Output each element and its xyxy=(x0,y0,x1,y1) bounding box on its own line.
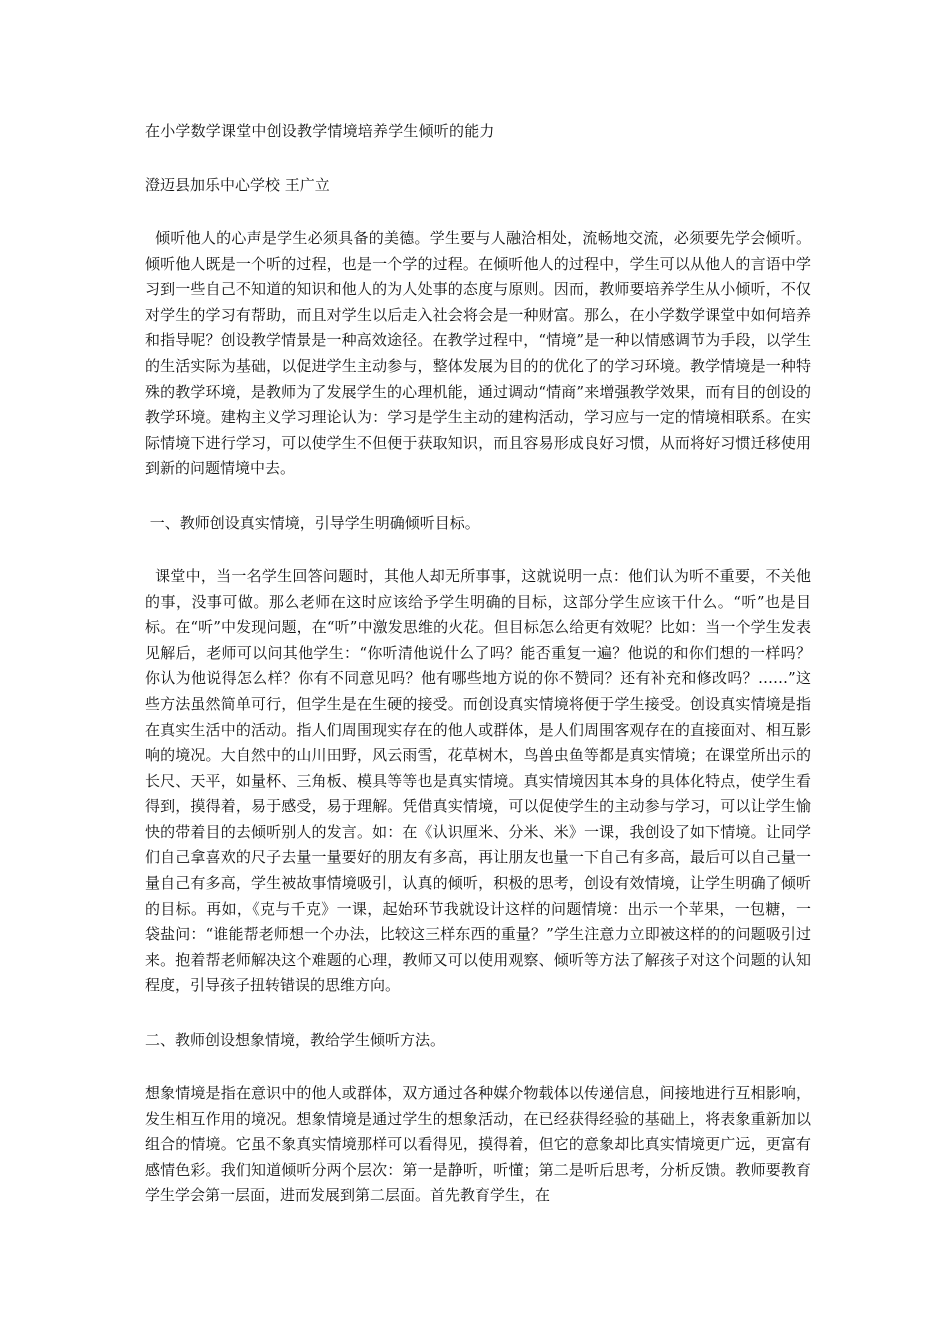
document-author: 澄迈县加乐中心学校 王广立 xyxy=(145,176,330,194)
section-1-heading: 一、教师创设真实情境，引导学生明确倾听目标。 xyxy=(145,513,480,532)
section-2-heading: 二、教师创设想象情境，教给学生倾听方法。 xyxy=(145,1031,446,1050)
section-2-paragraph: 想象情境是指在意识中的他人或群体，双方通过各种媒介物载体以传递信息，间接地进行互相影响，发生相互作用的境况。想象情境是通过学生的想象活动，在已经获得经验的基础上，将表象重新加以组合的情境。它虽不象真实情境那样可以看得见，摸得着，但它的意象却比真实情境更广远，更富有感情色彩。我们知道倾听分两个层次：第一是静听，听懂；第二是听后思考，分析反馈。教师要教育学生学会第一层面，进而发展到第二层面。首先教育学生，在 xyxy=(145,1084,811,1205)
intro-paragraph: 倾听他人的心声是学生必须具备的美德。学生要与人融洽相处，流畅地交流，必须要先学会倾听。倾听他人既是一个听的过程，也是一个学的过程。在倾听他人的过程中，学生可以从他人的言语中学习到一些自己不知道的知识和他人的为人处事的态度与原则。因而，教师要培养学生从小倾听，不仅对学生的学习有帮助，而且对学生以后走入社会将会是一种财富。那么，在小学数学课堂中如何培养和指导呢？创设教学情景是一种高效途径。在教学过程中，“情境”是一种以情感调节为手段，以学生的生活实际为基础，以促进学生主动参与，整体发展为目的的优化了的学习环境。教学情境是一种特殊的教学环境，是教师为了发展学生的心理机能，通过调动“情商”来增强教学效果，而有目的创设的教学环境。建构主义学习理论认为：学习是学生主动的建构活动，学习应与一定的情境相联系。在实际情境下进行学习，可以使学生不但便于获取知识，而且容易形成良好习惯，从而将好习惯迁移使用到新的问题情境中去。 xyxy=(145,229,811,478)
document-page xyxy=(145,118,811,1237)
document-title: 在小学数学课堂中创设教学情境培养学生倾听的能力 xyxy=(145,122,495,140)
section-1-paragraph: 课堂中，当一名学生回答问题时，其他人却无所事事，这就说明一点：他们认为听不重要，不关他的事，没事可做。那么老师在这时应该给予学生明确的目标，这部分学生应该干什么。“听”也是目标。在“听”中发现问题，在“听”中激发思维的火花。但目标怎么给更有效呢？比如：当一个学生发表见解后，老师可以问其他学生：“你听清他说什么了吗？能否重复一遍？他说的和你们想的一样吗？你认为他说得怎么样？你有不同意见吗？他有哪些地方说的你不赞同？还有补充和修改吗？……”这些方法虽然简单可行，但学生是在生硬的接受。而创设真实情境将便于学生接受。创设真实情境是指在真实生活中的活动。指人们周围现实存在的他人或群体，是人们周围客观存在的直接面对、相互影响的境况。大自然中的山川田野，风云雨雪，花草树木，鸟兽虫鱼等都是真实情境；在课堂所出示的长尺、天平，如量杯、三角板、模具等等也是真实情境。真实情境因其本身的具体化特点，使学生看得到，摸得着，易于感受，易于理解。凭借真实情境，可以促使学生的主动参与学习，可以让学生愉快的带着目的去倾听别人的发言。如：在《认识厘米、分米、米》一课，我创设了如下情境。让同学们自己拿喜欢的尺子去量一量要好的朋友有多高，再让朋友也量一下自己有多高，最后可以自己量一量自己有多高，学生被故事情境吸引，认真的倾听，积极的思考，创设有效情境，让学生明确了倾听的目标。再如，《克与千克》一课，起始环节我就设计这样的问题情境：出示一个苹果，一包糖，一袋盐问：“谁能帮老师想一个办法，比较这三样东西的重量？”学生注意力立即被这样的的问题吸引过来。抱着帮老师解决这个难题的心理，教师又可以使用观察、倾听等方法了解孩子对这个问题的认知程度，引导孩子扭转错误的思维方向。 xyxy=(145,566,811,995)
